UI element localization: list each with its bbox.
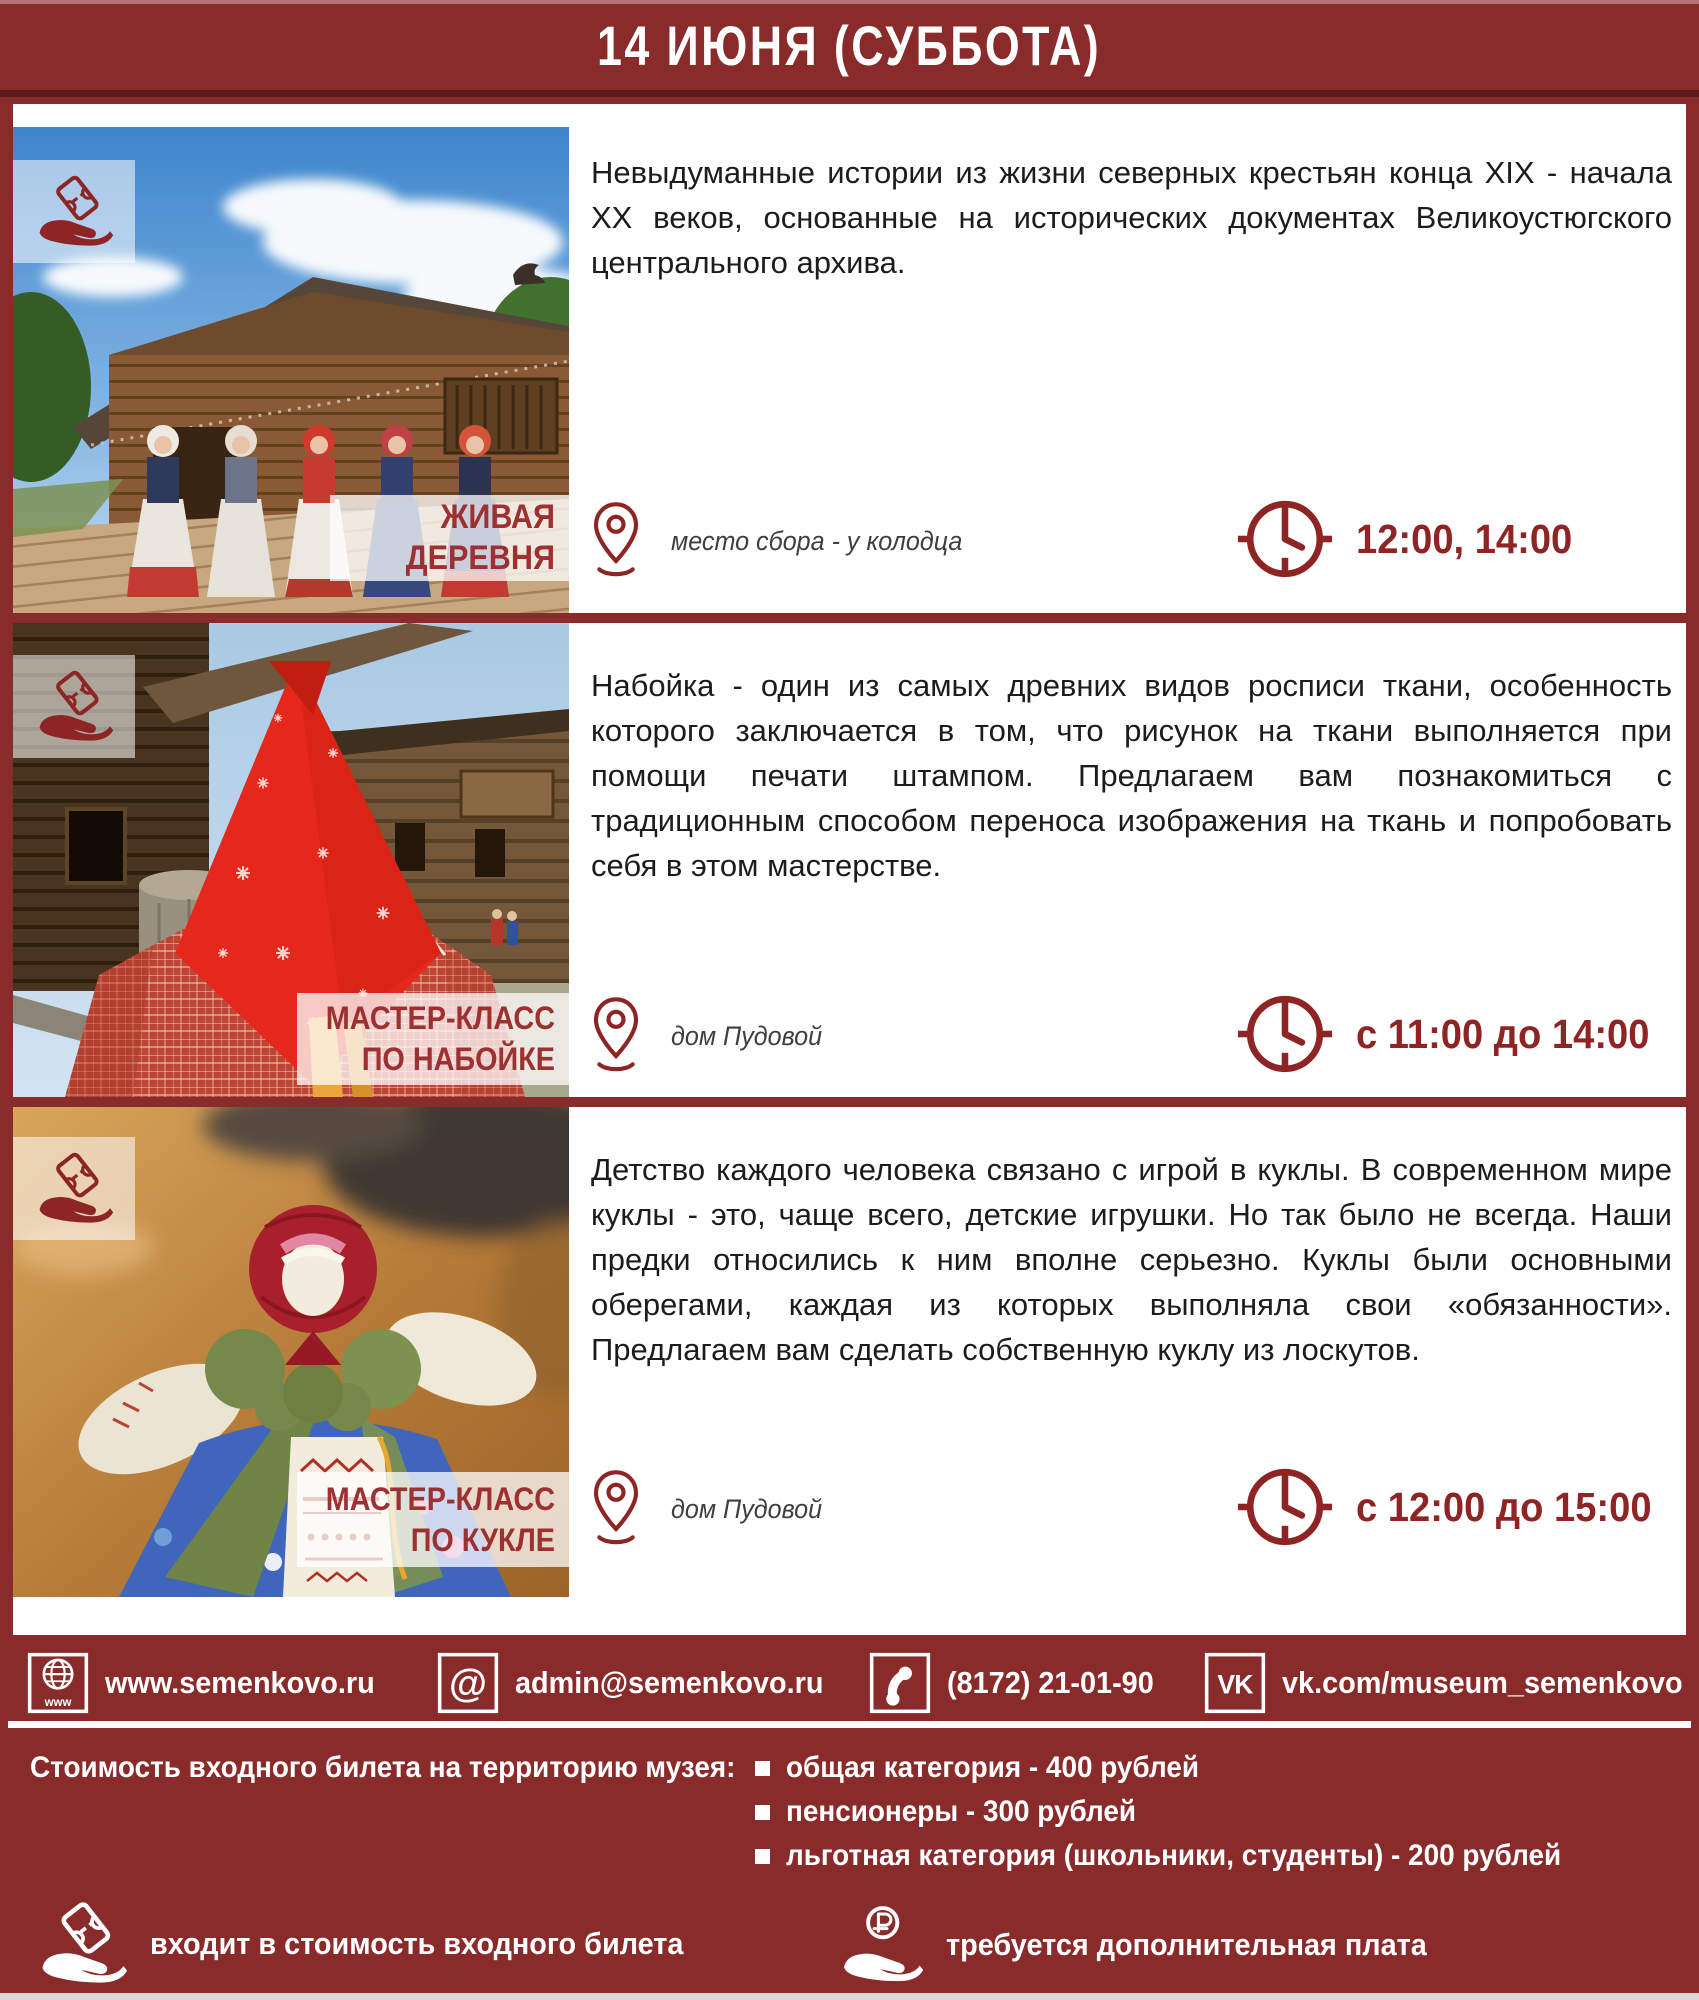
- website-link[interactable]: [27, 1652, 395, 1714]
- phone-link[interactable]: [869, 1652, 1169, 1714]
- event-time-text: 12:00, 14:00: [1356, 515, 1573, 562]
- clock-icon: [1238, 987, 1332, 1081]
- divider-line: [8, 1721, 1691, 1728]
- hand-ticket-icon: [34, 667, 114, 747]
- bullet-square-icon: [755, 1761, 770, 1776]
- hand-ticket-icon: [34, 1149, 114, 1229]
- event-card-living-village: [13, 104, 1686, 613]
- ticket-included-badge: [13, 1137, 135, 1240]
- event-photo-village: [13, 127, 569, 613]
- email-text: admin@semenkovo.ru: [515, 1665, 824, 1700]
- location-pin-icon: [591, 1468, 641, 1550]
- legend-extra-payment: [838, 1902, 1463, 1988]
- event-location: [591, 995, 834, 1077]
- price-item: [755, 1751, 1230, 1785]
- event-time-text: с 12:00 до 15:00: [1356, 1483, 1652, 1530]
- vk-icon: [1204, 1652, 1266, 1714]
- ticket-included-badge: [13, 160, 135, 263]
- event-photo-doll: [13, 1107, 569, 1597]
- vk-text: vk.com/museum_semenkovo: [1282, 1665, 1683, 1700]
- clock-icon: [1238, 1460, 1332, 1554]
- price-item-text: пенсионеры - 300 рублей: [786, 1795, 1137, 1828]
- bottom-edge-line: [0, 1993, 1699, 2000]
- clock-icon: [1238, 492, 1332, 586]
- event-time: [1238, 1460, 1674, 1554]
- event-label-line: ПО КУКЛЕ: [410, 1521, 555, 1558]
- hand-ticket-icon: [36, 1898, 128, 1990]
- phone-icon: [869, 1652, 931, 1714]
- event-location-text: дом Пудовой: [671, 1020, 823, 1051]
- bullet-square-icon: [755, 1805, 770, 1820]
- event-location: [591, 1468, 834, 1550]
- legend-ticket-included: [36, 1898, 724, 1990]
- event-label-line: ПО НАБОЙКЕ: [361, 1041, 555, 1077]
- event-location: [591, 500, 984, 582]
- event-description: Набойка - один из самых древних видов росписи ткани, особенность которого заключается в том, что рисунок на ткани выполняется при помощи печати штампом. Предлагаем вам познакомиться с традиционным способом переноса изображения на ткань и попробовать себя в этом мастерстве.: [591, 668, 1672, 883]
- header: [0, 0, 1699, 97]
- event-location-text: дом Пудовой: [671, 1493, 823, 1524]
- location-pin-icon: [591, 500, 641, 582]
- email-icon: [437, 1652, 499, 1714]
- event-label: [297, 1472, 569, 1567]
- price-item-text: льготная категория (школьники, студенты) - 200 рублей: [786, 1839, 1562, 1872]
- email-link[interactable]: [437, 1652, 847, 1714]
- page-title: 14 ИЮНЯ (СУББОТА): [597, 13, 1102, 77]
- price-item-text: общая категория - 400 рублей: [786, 1751, 1199, 1784]
- phone-text: (8172) 21-01-90: [947, 1665, 1154, 1700]
- event-label-line: МАСТЕР-КЛАСС: [325, 1000, 555, 1036]
- price-item: [755, 1795, 1162, 1829]
- ticket-included-badge: [13, 655, 135, 758]
- event-photo-print: [13, 623, 569, 1097]
- hand-ruble-icon: [838, 1902, 924, 1988]
- event-card-print-workshop: [13, 623, 1686, 1097]
- event-time: [1238, 492, 1589, 586]
- pricing-title: Стоимость входного билета на территорию музея:: [30, 1751, 736, 1784]
- legend-ticket-text: входит в стоимость входного билета: [150, 1926, 684, 1961]
- website-text: www.semenkovo.ru: [105, 1665, 375, 1700]
- bullet-square-icon: [755, 1849, 770, 1864]
- location-pin-icon: [591, 995, 641, 1077]
- event-label: [330, 495, 569, 581]
- event-label-line: МАСТЕР-КЛАСС: [325, 1480, 555, 1517]
- event-label-line: ЖИВАЯ: [440, 498, 555, 536]
- legend-extra-text: требуется дополнительная плата: [946, 1927, 1427, 1962]
- event-time: [1238, 987, 1672, 1081]
- event-time-text: с 11:00 до 14:00: [1356, 1010, 1650, 1057]
- globe-icon: [27, 1652, 89, 1714]
- event-label: [297, 993, 569, 1085]
- event-description: Детство каждого человека связано с игрой в куклы. В современном мире куклы - это, чаще всего, детские игрушки. Но так было не всегда. Наши предки относились к ним вполне серьезно. Куклы были основными оберегами, каждая из которых выполняла свои «обязанности». Предлагаем вам сделать собственную куклу из лоскутов.: [591, 1152, 1672, 1367]
- hand-ticket-icon: [34, 172, 114, 252]
- event-card-doll-workshop: [13, 1107, 1686, 1635]
- event-label-line: ДЕРЕВНЯ: [405, 539, 555, 577]
- event-location-text: место сбора - у колодца: [671, 525, 963, 556]
- vk-link[interactable]: [1204, 1652, 1699, 1714]
- event-description: Невыдуманные истории из жизни северных крестьян конца XIX - начала XX веков, основанные на исторических документах Великоустюгского центрального архива.: [591, 155, 1672, 280]
- price-item: [755, 1839, 1619, 1873]
